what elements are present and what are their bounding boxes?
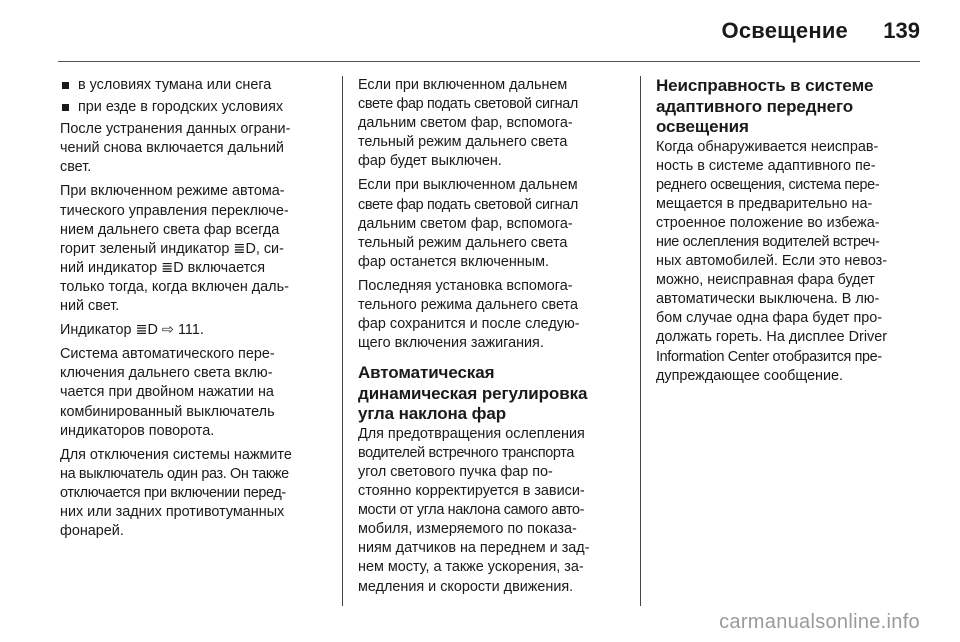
text-line: ключения дальнего света вклю- <box>60 365 273 382</box>
text-line: Последняя установка вспомога- <box>358 277 573 294</box>
column-divider-1 <box>342 76 343 606</box>
text-line: свете фар подать световой сигнал <box>358 96 578 113</box>
page-title: Освещение <box>721 18 848 43</box>
text-line: тельный режим дальнего света <box>358 134 568 151</box>
text-line: автоматически выключена. В лю- <box>656 291 880 308</box>
text-line: нем мосту, а также ускорения, за- <box>358 559 584 576</box>
text-line: бом случае одна фара будет про- <box>656 310 883 327</box>
text-line: фонарей. <box>60 523 124 540</box>
text-line: мобиля, измеряемого по показа- <box>358 521 577 538</box>
paragraph <box>60 321 326 340</box>
text-line: тельного режима дальнего света <box>358 297 578 314</box>
heading-line: угла наклона фар <box>358 404 507 424</box>
section-heading <box>656 76 922 138</box>
heading-line: Автоматическая <box>358 363 495 383</box>
text-line: дальним светом фар, вспомога- <box>358 115 573 132</box>
text-line: водителей встречного транспорта <box>358 444 574 461</box>
text-line: ние ослепления водителей встреч- <box>656 233 880 250</box>
text-line: После устранения данных ограни- <box>60 121 291 138</box>
text-line: Если при включенном дальнем <box>358 77 568 93</box>
text-line: Когда обнаруживается неисправ- <box>656 138 879 155</box>
text-line: должать гореть. На дисплее Driver <box>656 329 888 346</box>
text-line: нием дальнего света фар всегда <box>60 221 280 238</box>
text-line: дальним светом фар, вспомога- <box>358 215 573 232</box>
text-line: реднего освещения, система пере- <box>656 176 880 193</box>
column-divider-2 <box>640 76 641 606</box>
text-line: только тогда, когда включен даль- <box>60 278 289 295</box>
text-line: чается при двойном нажатии на <box>60 384 274 401</box>
paragraph <box>358 76 626 171</box>
text-line: ний индикатор ≣D включается <box>60 259 266 276</box>
text-line: чений снова включается дальний <box>60 140 284 157</box>
paragraph <box>60 446 326 541</box>
bullet-item: в условиях тумана или снега <box>60 76 326 95</box>
header-divider <box>58 61 920 62</box>
text-line: щего включения зажигания. <box>358 335 544 352</box>
text-line: ниям датчиков на переднем и зад- <box>358 540 590 557</box>
text-line: ность в системе адаптивного пе- <box>656 157 876 174</box>
bullet-item: при езде в городских условиях <box>60 98 326 117</box>
heading-line: динамическая регулировка <box>358 383 588 403</box>
text-line: горит зеленый индикатор ≣D, си- <box>60 240 284 257</box>
text-line: Индикатор ≣D ⇨ 111. <box>60 322 204 339</box>
heading-line: адаптивного переднего <box>656 96 854 116</box>
watermark: carmanualsonline.info <box>719 611 920 633</box>
paragraph <box>60 120 326 177</box>
paragraph <box>60 182 326 316</box>
text-line: Система автоматического пере- <box>60 346 275 363</box>
text-line: При включенном режиме автома- <box>60 183 285 200</box>
paragraph <box>358 425 626 597</box>
text-line: угол светового пучка фар по- <box>358 464 553 480</box>
text-line: комбинированный выключатель <box>60 403 275 420</box>
heading-line: освещения <box>656 117 749 136</box>
column-1 <box>60 76 326 546</box>
paragraph <box>358 176 626 271</box>
text-line: отключается при включении перед- <box>60 484 286 501</box>
text-line: мещается в предварительно на- <box>656 195 873 212</box>
page-header <box>0 0 960 60</box>
text-line: ных автомобилей. Если это невоз- <box>656 253 888 270</box>
text-line: на выключатель один раз. Он также <box>60 465 289 482</box>
page-number: 139 <box>883 18 920 43</box>
text-line: индикаторов поворота. <box>60 422 215 439</box>
column-3 <box>656 76 922 391</box>
text-line: ний свет. <box>60 298 120 315</box>
text-line: Information Center отобразится пре- <box>656 348 882 365</box>
text-line: Для предотвращения ослепления <box>358 425 585 442</box>
text-line: свете фар подать световой сигнал <box>358 196 578 213</box>
text-line: можно, неисправная фара будет <box>656 272 875 289</box>
text-line: тического управления переключе- <box>60 202 289 219</box>
text-line: Для отключения системы нажмите <box>60 446 292 463</box>
section-heading <box>358 363 626 425</box>
paragraph <box>60 345 326 440</box>
text-line: фар останется включенным. <box>358 253 549 270</box>
text-line: тельный режим дальнего света <box>358 234 568 251</box>
text-line: строенное положение во избежа- <box>656 214 880 231</box>
text-line: дупреждающее сообщение. <box>656 367 844 384</box>
heading-line: Неисправность в системе <box>656 76 874 95</box>
text-line: медления и скорости движения. <box>358 578 574 595</box>
paragraph <box>358 277 626 353</box>
column-2 <box>358 76 626 602</box>
text-line: стоянно корректируется в зависи- <box>358 483 585 500</box>
text-line: свет. <box>60 159 92 176</box>
paragraph <box>656 138 922 386</box>
text-line: Если при выключенном дальнем <box>358 177 578 194</box>
text-line: них или задних противотуманных <box>60 503 285 520</box>
text-line: фар будет выключен. <box>358 153 502 170</box>
text-line: мости от угла наклона самого авто- <box>358 502 585 519</box>
text-line: фар сохранится и после следую- <box>358 316 580 333</box>
